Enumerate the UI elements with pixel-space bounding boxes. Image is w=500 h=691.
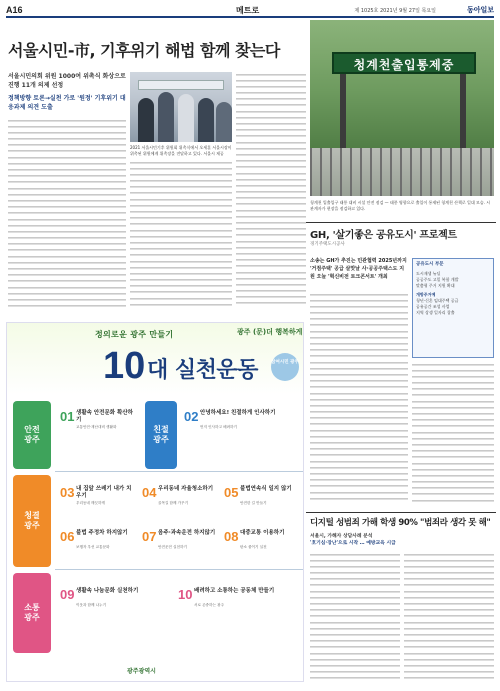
category-communication: 소통 광주 (13, 573, 51, 653)
newspaper-brand: 동아일보 (466, 6, 494, 14)
control-sign: 청계천출입통제중 (332, 52, 476, 74)
item-title: 생활속 나눔문화 실천하기 (76, 588, 139, 594)
main-subheadline: 서울시민의회 위원 1000여 위촉식 화상으로 진행 11개 의제 선정 (8, 73, 126, 90)
main-subheadline-2: 정책방향 토론→실천 가로 '원정' 기후위기 대응과제 의견 도출 (8, 95, 126, 112)
campaign-item (57, 525, 139, 559)
digital-crime-subhead-2: '호기심·장난'으로 시작 … 예방교육 시급 (310, 541, 396, 547)
campaign-item (139, 481, 221, 515)
poster-slogan: 정의로운 광주 만들기 (95, 330, 174, 339)
item-desc: 탄소 줄이기 실천 (240, 545, 267, 549)
section-divider (306, 512, 496, 513)
item-desc: 이웃과 함께 나누기 (76, 603, 107, 607)
gh-headline: GH, '살기좋은 공유도시' 프로젝트 (310, 230, 457, 241)
gh-box-item: 도시재생 뉴딜 (416, 270, 441, 276)
gh-box-title-2: 개방주거예 (416, 291, 436, 297)
item-title: 불법 주정차 하지않기 (76, 530, 128, 536)
campaign-item (57, 481, 139, 515)
gh-info-box (412, 258, 494, 358)
item-number: 10 (178, 587, 193, 602)
gh-box-item: 지역 상생 일자리 창출 (416, 309, 455, 315)
photo-caption-left: 2021 서울시민기후 위원회 위촉식에서 오세훈 서울시장이 위촉된 위원에게 위촉장을 전달하고 있다. 서울시 제공 (130, 145, 232, 156)
campaign-item (139, 525, 221, 559)
campaign-item (175, 583, 295, 617)
poster-footer-logo: 광주광역시 (127, 668, 156, 675)
item-desc: 서로 존중하는 광주 (194, 603, 225, 607)
item-number: 08 (224, 529, 239, 544)
item-desc: 교통안전·재난대비 생활화 (76, 425, 117, 429)
photo-caption-right: 청계천 입출입구 태풍 대비 시설 안전 점검 — 태풍 영향으로 출입이 통제된 청계천 산책로 일대 모습. 시 관계자가 현장을 점검하고 있다. (310, 200, 491, 211)
poster-separator (55, 471, 304, 472)
item-desc: 안전한 길 만들기 (240, 501, 267, 505)
digital-crime-body-1 (310, 552, 400, 686)
campaign-item (181, 405, 301, 439)
page-number: A16 (6, 5, 23, 15)
gh-box-item: 공유공간 조성 사업 (416, 303, 450, 309)
stream-photo (310, 20, 494, 196)
gh-box-item: 청년·신혼 임대주택 공급 (416, 297, 459, 303)
page-header (6, 4, 494, 18)
poster-number: 10 (103, 345, 146, 387)
gh-box-title: 공유도시 부문 (416, 262, 444, 267)
item-number: 01 (60, 409, 75, 424)
item-number: 05 (224, 485, 239, 500)
category-safety: 안전 광주 (13, 401, 51, 469)
gh-box-item: 공공주도 고밀 복합 개발 (416, 276, 459, 282)
item-number: 07 (142, 529, 157, 544)
campaign-item (57, 583, 167, 617)
gh-lead: 소송는 GH가 추진는 민관협력 2025년까지 '거점주택' 공급 살맛날 사·공공주택스도 지원 오늘 '혁신비전 토크콘서트' 개최 (310, 258, 407, 280)
poster-title: 대 실천운동 (147, 358, 258, 383)
article-body-col1 (8, 118, 126, 318)
item-number: 02 (184, 409, 199, 424)
item-number: 09 (60, 587, 75, 602)
item-title: 대중교통 이용하기 (240, 530, 285, 536)
digital-crime-subhead: 서울시, 가해자 상담사례 분석 (310, 534, 373, 539)
category-clean: 청결 광주 (13, 475, 51, 567)
poster-logo: 광주 (문)더 행복하게 (237, 328, 303, 336)
gh-box-item: 맞춤형 주거 지원 확대 (416, 282, 455, 288)
item-number: 03 (60, 485, 75, 500)
section-name: 메트로 (236, 6, 260, 15)
item-desc: 보행자 우선 교통문화 (76, 545, 110, 549)
digital-crime-headline: 디지털 성범죄 가해 학생 90% "범죄라 생각 못 해" (310, 518, 491, 528)
item-title: 음주·과속운전 하지않기 (158, 530, 216, 536)
item-title: 내 집앞 쓰레기 내가 치우기 (76, 486, 132, 500)
digital-crime-lead (310, 533, 496, 548)
item-title: 안녕하세요! 친절하게 인사하기 (200, 410, 276, 416)
item-title: 배려하고 소통하는 공동체 만들기 (194, 588, 275, 594)
item-desc: 골목길 함께 가꾸기 (158, 501, 189, 505)
issue-date: 제 1025호 2021년 9월 27일 목요일 (354, 8, 436, 14)
poster-separator (55, 569, 304, 570)
main-headline: 서울시민-市, 기후위기 해법 함께 찾는다 (8, 41, 280, 60)
poster-badge: 참여시민 광주 (271, 353, 299, 381)
ceremony-photo (130, 72, 232, 142)
campaign-poster (6, 322, 304, 682)
campaign-item (221, 481, 303, 515)
category-kindness: 친절 광주 (145, 401, 177, 469)
article-body-col3 (236, 72, 306, 318)
item-title: 우리동네 자율청소하기 (158, 486, 214, 492)
campaign-item (221, 525, 303, 559)
gh-body (310, 292, 408, 510)
item-desc: 먼저 인사하고 배려하기 (200, 425, 237, 429)
section-divider (306, 222, 496, 223)
item-number: 04 (142, 485, 157, 500)
gh-body-2 (412, 362, 494, 510)
item-desc: 안전운전 실천하기 (158, 545, 187, 549)
item-title: 생활속 안전문화 확산하기 (76, 410, 133, 424)
item-number: 06 (60, 529, 75, 544)
item-title: 불법연속식 일지 않기 (240, 486, 292, 492)
campaign-item (57, 405, 139, 439)
article-body-col2 (130, 160, 232, 318)
digital-crime-body-2 (404, 552, 494, 686)
item-desc: 우리동네 깨끗하게 (76, 501, 105, 505)
gh-byline: 경기주택도시공사 (310, 242, 345, 247)
